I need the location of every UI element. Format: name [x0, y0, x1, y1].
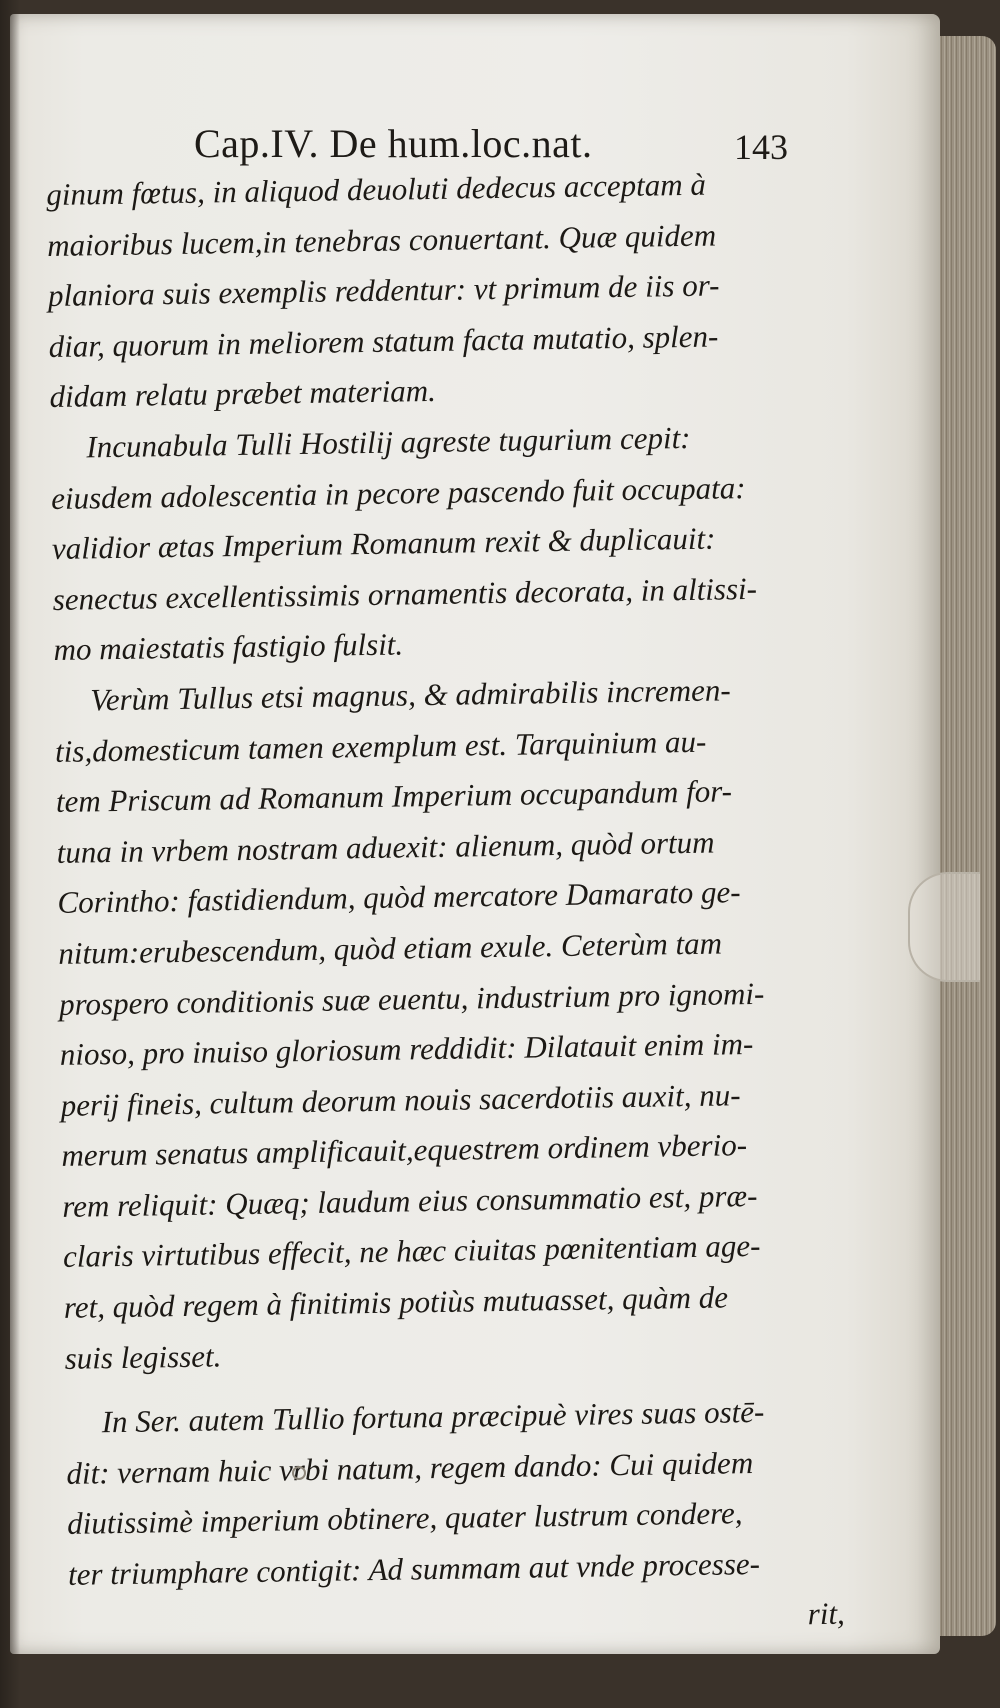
- text-line: ret, quòd regem à finitimis potiùs mutuasset, quàm de: [63, 1279, 729, 1325]
- text-line: merum senatus amplificauit,equestrem ordinem vberio-: [61, 1127, 748, 1174]
- book-page: [10, 14, 940, 1654]
- text-line: eiusdem adolescentia in pecore pascendo fuit occupata:: [50, 469, 746, 516]
- paragraph-start-line: In Ser. autem Tullio fortuna præcipuè vires suas ostē-: [101, 1394, 765, 1440]
- text-line: mo maiestatis fastigio fulsit.: [53, 626, 404, 668]
- text-line: suis legisset.: [64, 1338, 222, 1376]
- text-line: didam relatu præbet materiam.: [49, 373, 437, 415]
- text-line: Corintho: fastidiendum, quòd mercatore Damarato ge-: [57, 874, 741, 921]
- text-line: tem Priscum ad Romanum Imperium occupandum for-: [55, 773, 733, 820]
- text-line: perij fineis, cultum deorum nouis sacerdotiis auxit, nu-: [60, 1076, 741, 1123]
- text-line: tuna in vrbem nostram aduexit: alienum, quòd ortum: [56, 824, 715, 870]
- text-line: claris virtutibus effecit, ne hæc ciuitas pœnitentiam age-: [62, 1228, 761, 1275]
- page-number: 143: [734, 127, 788, 167]
- text-line: maioribus lucem,in tenebras conuertant. Quæ quidem: [46, 217, 717, 263]
- gutter-shadow: [0, 0, 20, 1708]
- text-line: senectus excellentissimis ornamentis decorata, in altissi-: [52, 570, 758, 617]
- paragraph-start-line: Incunabula Tulli Hostilij agreste tugurium cepit:: [86, 419, 691, 465]
- text-line: nitum:erubescendum, quòd etiam exule. Ceterùm tam: [58, 925, 723, 971]
- text-line: tis,domesticum tamen exemplum est. Tarquinium au-: [54, 723, 707, 769]
- page-edges: [938, 36, 996, 1636]
- paragraph-start-line: Verùm Tullus etsi magnus, & admirabilis incremen-: [90, 672, 731, 718]
- page-clip-shadow: [908, 872, 980, 982]
- text-line: nioso, pro inuiso gloriosum reddidit: Dilatauit enim im-: [59, 1026, 754, 1072]
- main-text: [46, 158, 849, 1651]
- text-line: dit: vernam huic vrbi natum, regem dando: Cui quidem: [66, 1444, 754, 1491]
- text-line: diar, quorum in meliorem statum facta mutatio, splen-: [48, 318, 719, 364]
- text-line: ter triumphare contigit: Ad summam aut vnde processe-: [67, 1545, 761, 1592]
- catchword: rit,: [807, 1595, 846, 1631]
- ink-dot-mark: [292, 1466, 306, 1480]
- text-line: diutissimè imperium obtinere, quater lustrum condere,: [66, 1495, 743, 1542]
- text-line: validior ætas Imperium Romanum rexit & duplicauit:: [51, 520, 716, 567]
- text-line: ginum fœtus, in aliquod deuoluti dedecus acceptam à: [46, 166, 707, 212]
- text-line: prospero conditionis suæ euentu, industrium pro ignomi-: [58, 975, 765, 1022]
- running-head: Cap.IV. De hum.loc.nat.: [194, 121, 593, 166]
- text-line: planiora suis exemplis reddentur: vt primum de iis or-: [47, 267, 720, 314]
- text-line: rem reliquit: Quæq; laudum eius consummatio est, præ-: [62, 1177, 758, 1224]
